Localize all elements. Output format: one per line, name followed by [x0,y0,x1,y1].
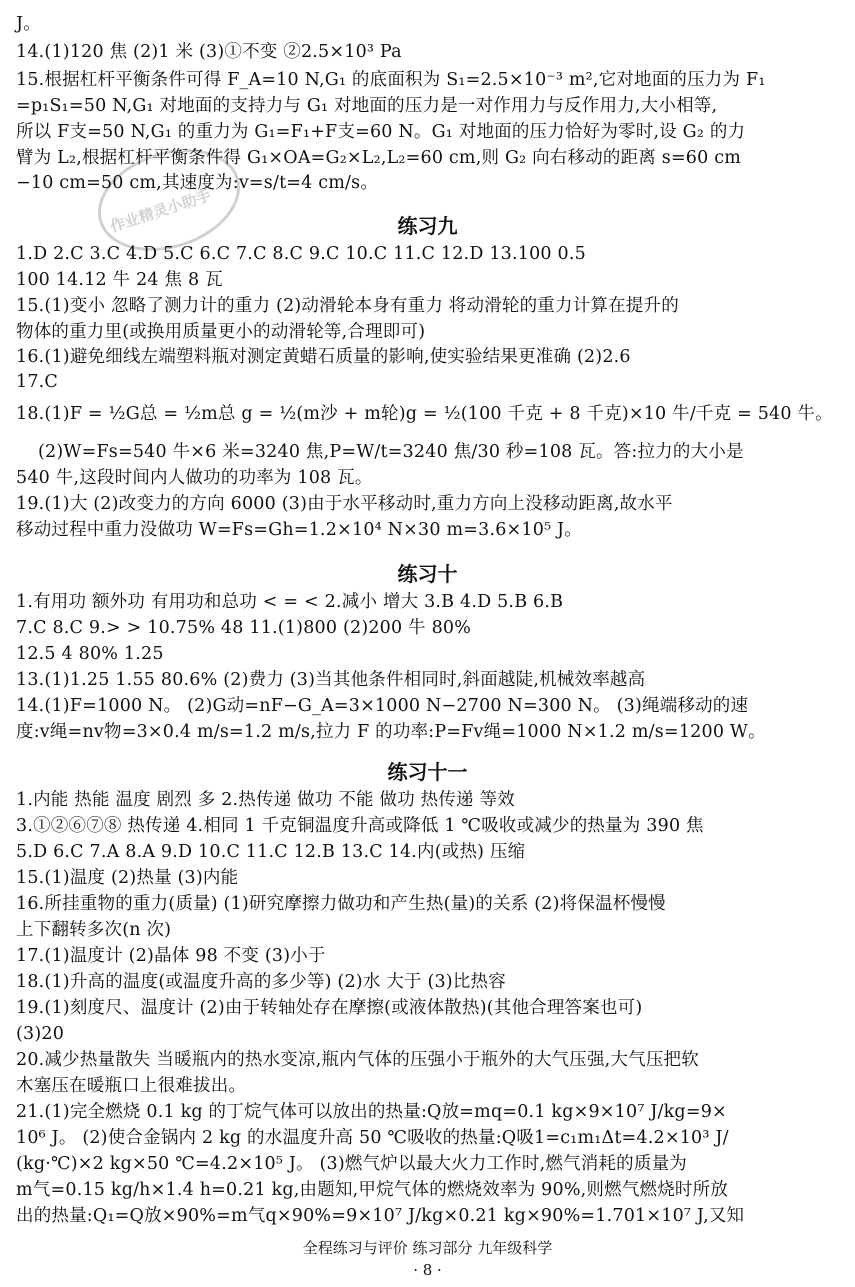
text-line: (2)W=Fs=540 牛×6 米=3240 焦,P=W/t=3240 焦/30 秒=108 瓦。答:拉力的大小是 [38,442,744,462]
text-line: 10⁶ J。 (2)使合金锅内 2 kg 的水温度升高 50 ℃吸收的热量:Q吸1=c₁m₁Δt=4.2×10³ J/ [16,1128,729,1148]
text-line: −10 cm=50 cm,其速度为:v=s/t=4 cm/s。 [16,173,379,193]
text-line: 15.(1)变小 忽略了测力计的重力 (2)动滑轮本身有重力 将动滑轮的重力计算在提升的 [16,296,679,316]
text-line: 度:v绳=nv物=3×0.4 m/s=1.2 m/s,拉力 F 的功率:P=Fv绳=1000 N×1.2 m/s=1200 W。 [16,722,766,742]
text-line: 17.(1)温度计 (2)晶体 98 不变 (3)小于 [16,946,326,966]
text-line: 1.D 2.C 3.C 4.D 5.C 6.C 7.C 8.C 9.C 10.C 11.C 12.D 13.100 0.5 [16,244,586,264]
text-line: (3)20 [16,1024,65,1044]
stamp-text: 作业精灵小助手 [107,186,214,236]
text-line: 20.减少热量散失 当暖瓶内的热水变凉,瓶内气体的压强小于瓶外的大气压强,大气压把软 [16,1050,699,1070]
text-line: 21.(1)完全燃烧 0.1 kg 的丁烷气体可以放出的热量:Q放=mq=0.1 kg×9×10⁷ J/kg=9× [16,1102,727,1122]
text-line: J。 [16,14,41,34]
text-line: 5.D 6.C 7.A 8.A 9.D 10.C 11.C 12.B 13.C 14.内(或热) 压缩 [16,842,526,862]
page-number: · 8 · [413,1261,442,1279]
text-line: 17.C [16,372,59,392]
text-line: 臂为 L₂,根据杠杆平衡条件得 G₁×OA=G₂×L₂,L₂=60 cm,则 G₂ 向右移动的距离 s=60 cm [16,148,742,168]
text-line: 移动过程中重力没做功 W=Fs=Gh=1.2×10⁴ N×30 m=3.6×10⁵ J。 [16,520,582,540]
text-line: 14.(1)120 焦 (2)1 米 (3)①不变 ②2.5×10³ Pa [16,42,402,62]
text-line: 出的热量:Q₁=Q放×90%=m气q×90%=9×10⁷ J/kg×0.21 kg×90%=1.701×10⁷ J,又知 [16,1206,745,1226]
text-line: 18.(1)F = ½G总 = ½m总 g = ½(m沙 + m轮)g = ½(100 千克 + 8 千克)×10 牛/千克 = 540 牛。 [16,404,833,424]
text-line: 木塞压在暖瓶口上很难拔出。 [16,1076,247,1096]
text-line: 14.(1)F=1000 N。 (2)G动=nF−G_A=3×1000 N−2700 N=300 N。 (3)绳端移动的速 [16,696,749,716]
section-heading: 练习十一 [387,760,468,784]
text-line: 所以 F支=50 N,G₁ 的重力为 G₁=F₁+F支=60 N。G₁ 对地面的压力恰好为零时,设 G₂ 的力 [16,122,746,142]
text-line: 物体的重力里(或换用质量更小的动滑轮等,合理即可) [16,322,426,342]
text-line: 3.①②⑥⑦⑧ 热传递 4.相同 1 千克铜温度升高或降低 1 ℃吸收或减少的热量为 390 焦 [16,816,704,836]
text-line: 15.(1)温度 (2)热量 (3)内能 [16,868,239,888]
text-line: 16.所挂重物的重力(质量) (1)研究摩擦力做功和产生热(量)的关系 (2)将保温杯慢慢 [16,894,666,914]
text-line: 19.(1)大 (2)改变力的方向 6000 (3)由于水平移动时,重力方向上没移动距离,故水平 [16,494,673,514]
footer-title: 全程练习与评价 练习部分 九年级科学 [302,1239,553,1257]
text-line: 15.根据杠杆平衡条件可得 F_A=10 N,G₁ 的底面积为 S₁=2.5×10⁻³ m²,它对地面的压力为 F₁ [16,70,766,90]
section-heading: 练习十 [397,562,458,586]
text-line: (kg·℃)×2 kg×50 ℃=4.2×10⁵ J。 (3)燃气炉以最大火力工作时,燃气消耗的质量为 [16,1154,687,1174]
text-line: 上下翻转多次(n 次) [16,920,172,940]
text-line: 18.(1)升高的温度(或温度升高的多少等) (2)水 大于 (3)比热容 [16,972,506,992]
text-line: 1.有用功 额外功 有用功和总功 < = < 2.减小 增大 3.B 4.D 5.B 6.B [16,592,564,612]
text-line: 540 牛,这段时间内人做功的功率为 108 瓦。 [16,468,373,488]
text-line: 19.(1)刻度尺、温度计 (2)由于转轴处存在摩擦(或液体散热)(其他合理答案也可) [16,998,643,1018]
text-line: 7.C 8.C 9.> > 10.75% 48 11.(1)800 (2)200 牛 80% [16,618,472,638]
text-line: 13.(1)1.25 1.55 80.6% (2)费力 (3)当其他条件相同时,斜面越陡,机械效率越高 [16,670,646,690]
section-heading: 练习九 [397,214,458,238]
text-line: 1.内能 热能 温度 剧烈 多 2.热传递 做功 不能 做功 热传递 等效 [16,790,515,810]
text-line: =p₁S₁=50 N,G₁ 对地面的支持力与 G₁ 对地面的压力是一对作用力与反作用力,大小相等, [16,96,718,116]
text-line: m气=0.15 kg/h×1.4 h=0.21 kg,由题知,甲烷气体的燃烧效率为 90%,则燃气燃烧时所放 [16,1180,729,1200]
text-line: 12.5 4 80% 1.25 [16,644,164,664]
text-line: 100 14.12 牛 24 焦 8 瓦 [16,270,223,290]
text-line: 16.(1)避免细线左端塑料瓶对测定黄蜡石质量的影响,使实验结果更准确 (2)2.6 [16,347,631,367]
